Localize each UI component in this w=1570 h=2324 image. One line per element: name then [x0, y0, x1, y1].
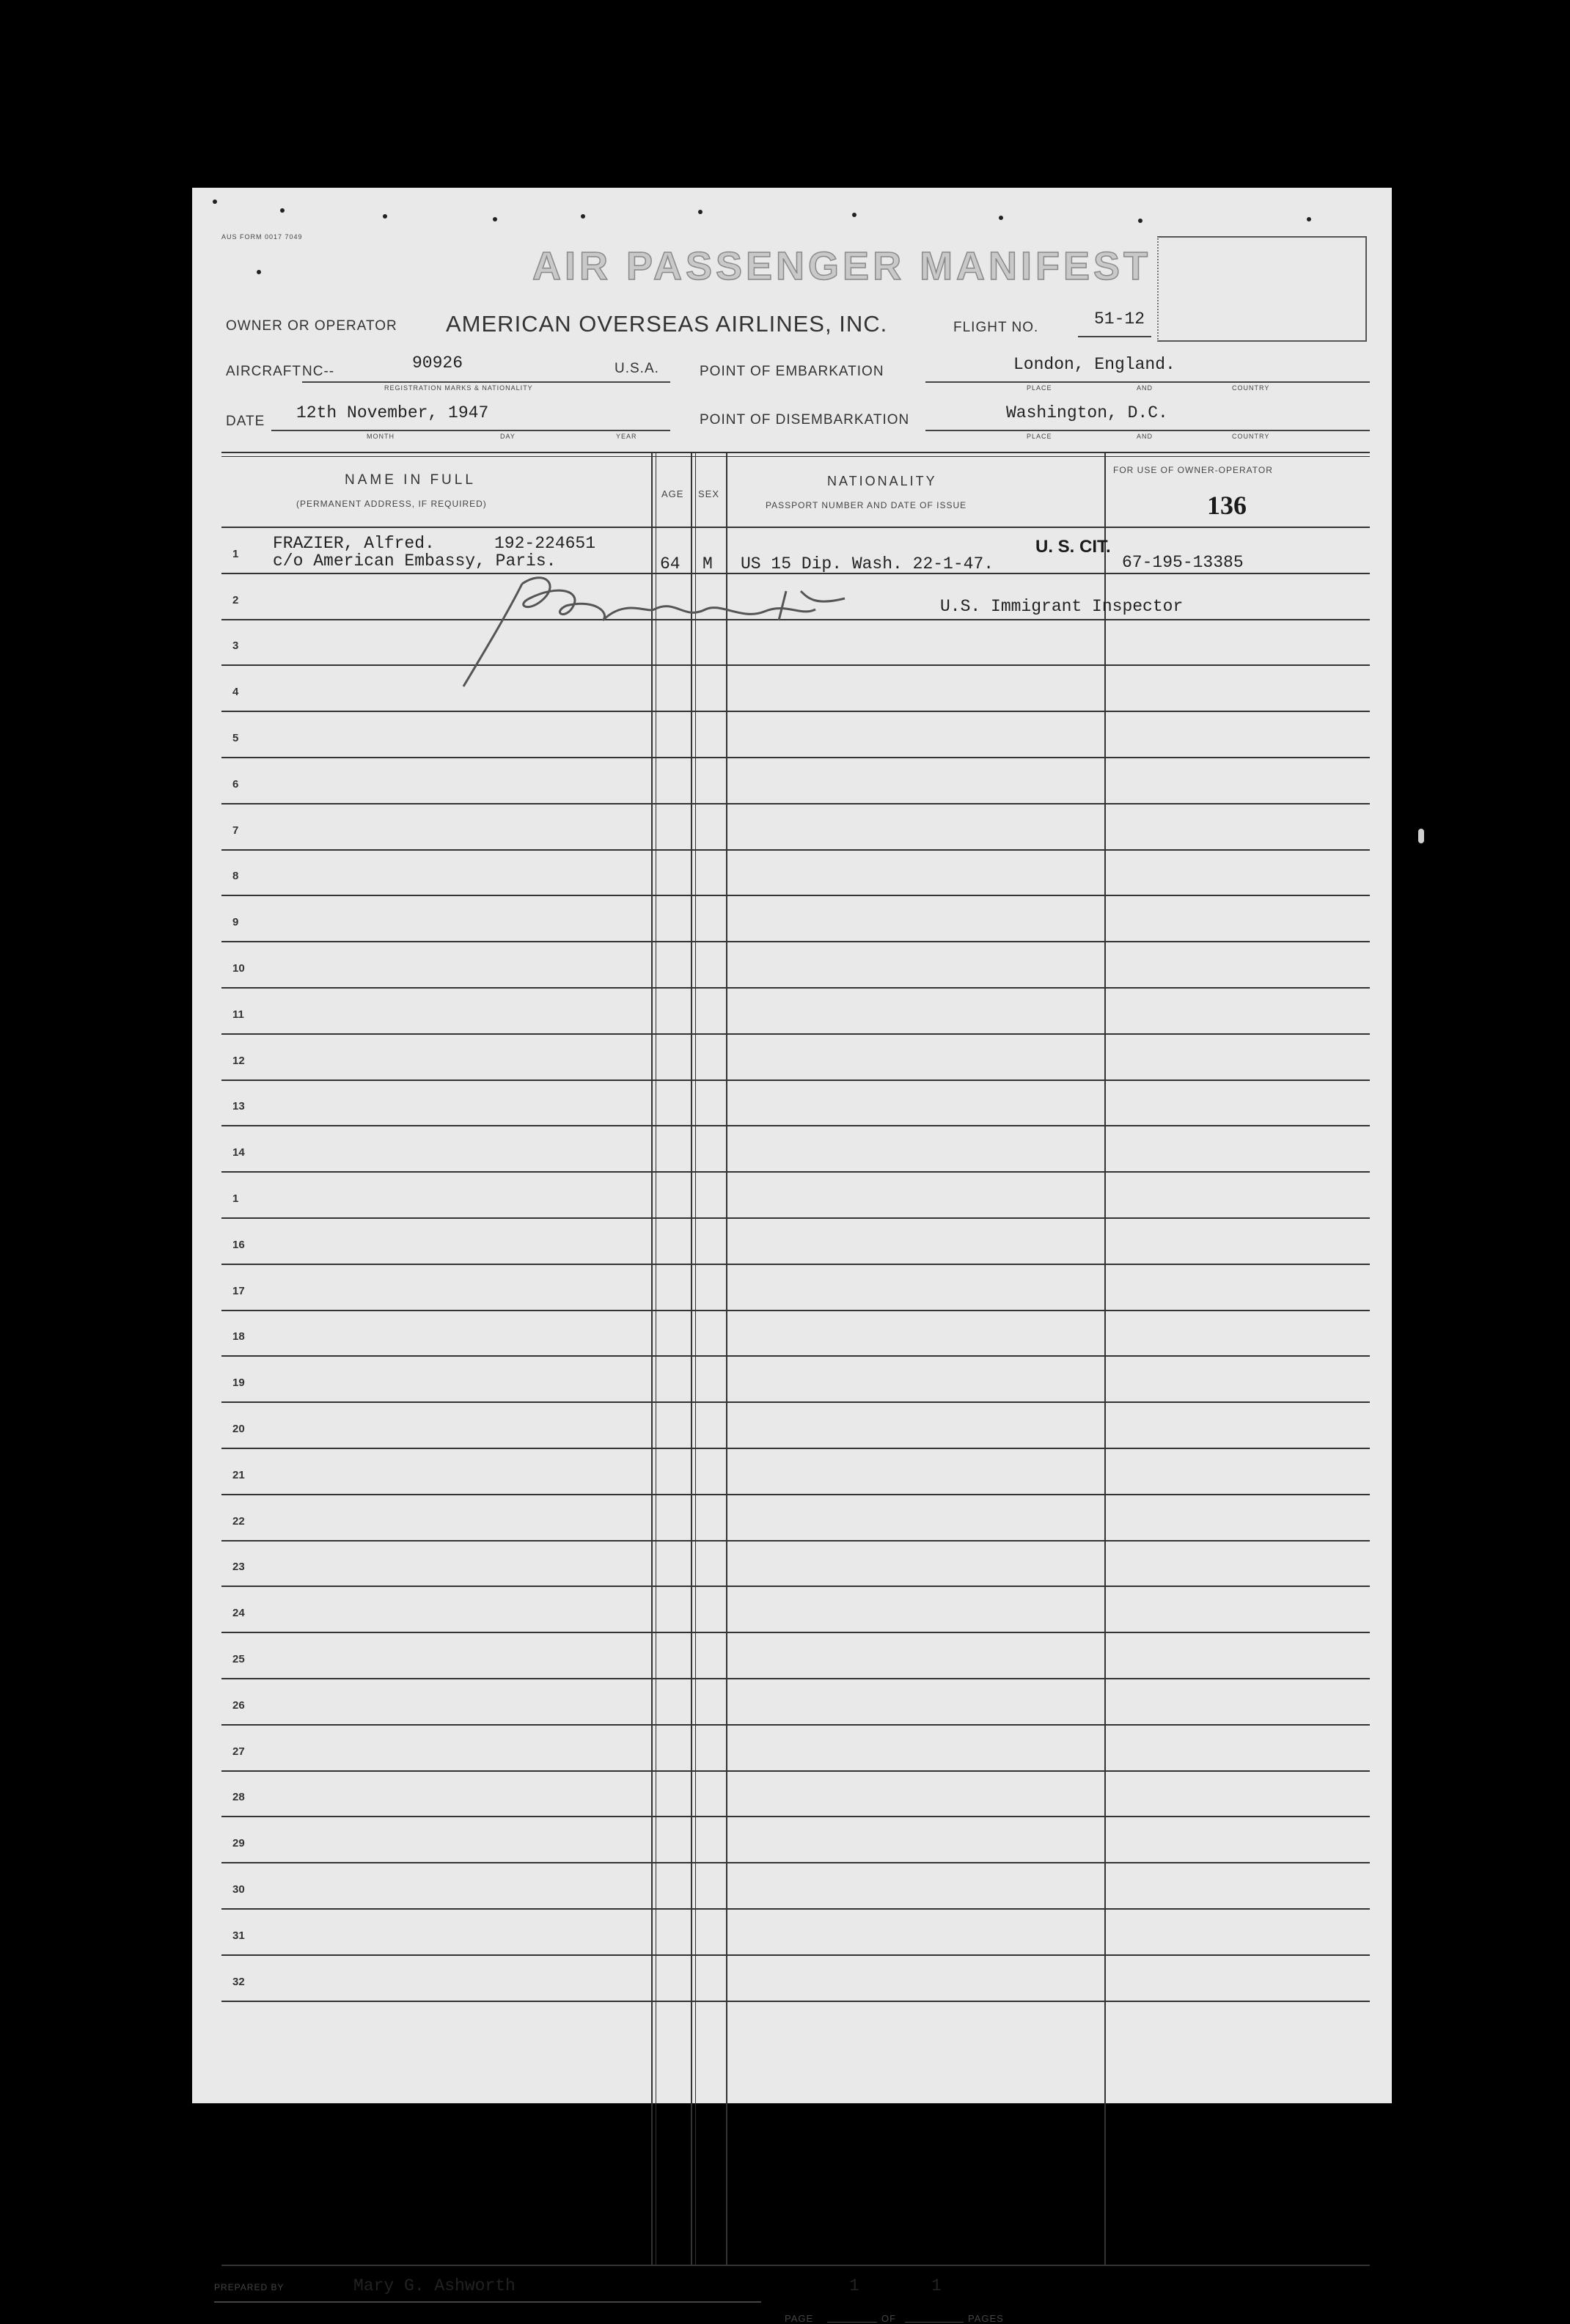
- table-row-line: [221, 2001, 1370, 2002]
- table-row-line: [221, 1586, 1370, 1587]
- disembarkation-label: POINT OF DISEMBARKATION: [700, 412, 910, 428]
- row-number: 17: [232, 1284, 245, 1297]
- table-row-line: [221, 803, 1370, 804]
- row-number: 14: [232, 1146, 245, 1159]
- row-number: 21: [232, 1468, 245, 1481]
- row-number: 5: [232, 732, 239, 744]
- header-bottom-rule: [221, 527, 1370, 528]
- of-underline: [905, 2322, 964, 2323]
- aircraft-caption: REGISTRATION MARKS & NATIONALITY: [384, 384, 533, 392]
- speck: [1138, 219, 1142, 223]
- page-total: 1: [931, 2276, 942, 2295]
- aircraft-prefix: NC--: [302, 364, 335, 379]
- row-number: 23: [232, 1561, 245, 1574]
- table-row-line: [221, 1862, 1370, 1863]
- prepared-by-value: Mary G. Ashworth: [353, 2276, 516, 2295]
- date-underline: [271, 430, 670, 431]
- manifest-sheet: [192, 188, 1392, 2324]
- embarkation-caption-country: COUNTRY: [1232, 384, 1270, 392]
- table-row-line: [221, 1125, 1370, 1126]
- disembarkation-caption-and: AND: [1137, 433, 1153, 440]
- table-row-line: [221, 1816, 1370, 1817]
- table-row-line: [221, 757, 1370, 758]
- row-number: 8: [232, 870, 239, 883]
- col-sex-header: SEX: [698, 488, 720, 499]
- aircraft-underline: [302, 381, 670, 383]
- col-divider-nationality: [726, 452, 727, 2265]
- table-row-line: [221, 1540, 1370, 1542]
- table-row-line: [221, 849, 1370, 851]
- col-owner-header: FOR USE OF OWNER-OPERATOR: [1113, 465, 1273, 475]
- page-underline: [827, 2322, 877, 2323]
- table-row-line: [221, 1632, 1370, 1633]
- table-row-line: [221, 1448, 1370, 1449]
- table-row-line: [221, 1401, 1370, 1403]
- row-number: 32: [232, 1975, 245, 1988]
- row-number: 6: [232, 777, 239, 791]
- embarkation-caption-and: AND: [1137, 384, 1153, 392]
- corner-box: [1157, 236, 1367, 342]
- row-number: 10: [232, 962, 245, 975]
- table-row-line: [221, 1171, 1370, 1173]
- table-row-line: [221, 1770, 1370, 1772]
- row-number: 31: [232, 1929, 245, 1942]
- margin-speck: [1418, 829, 1424, 843]
- row-number: 16: [232, 1238, 245, 1251]
- col-divider-owner: [1104, 452, 1106, 2265]
- row-number: 3: [232, 639, 239, 653]
- passenger-citizenship-stamp: U. S. CIT.: [1035, 537, 1111, 557]
- row-number: 26: [232, 1698, 245, 1712]
- embarkation-value: London, England.: [1013, 355, 1175, 374]
- table-row-line: [221, 1079, 1370, 1081]
- flight-underline: [1078, 336, 1151, 337]
- col-name-header: NAME IN FULL: [345, 472, 476, 488]
- row-number: 4: [232, 686, 239, 699]
- passenger-age: 64: [660, 554, 681, 573]
- owner-use-number: 136: [1207, 491, 1247, 520]
- speck: [280, 208, 285, 213]
- col-name-subheader: (PERMANENT ADDRESS, IF REQUIRED): [296, 499, 487, 509]
- table-row-line: [221, 1908, 1370, 1910]
- table-top-rule-2: [221, 456, 1370, 457]
- row-number: 24: [232, 1607, 245, 1620]
- row-number: 1: [232, 547, 239, 560]
- passenger-id: 192-224651: [494, 534, 596, 553]
- table-row-line: [221, 1264, 1370, 1265]
- inspector-note: U.S. Immigrant Inspector: [940, 597, 1184, 616]
- col-divider-sex-2: [695, 452, 696, 2265]
- passenger-name: FRAZIER, Alfred.: [273, 534, 435, 553]
- prepared-by-label: PREPARED BY: [214, 2282, 285, 2292]
- owner-label: OWNER OR OPERATOR: [226, 318, 397, 334]
- table-row-line: [221, 1954, 1370, 1956]
- table-row-line: [221, 987, 1370, 989]
- date-value: 12th November, 1947: [296, 403, 489, 422]
- passenger-address: c/o American Embassy, Paris.: [273, 551, 557, 571]
- row-number: 25: [232, 1653, 245, 1665]
- speck: [493, 217, 497, 221]
- passenger-owner-ref: 67-195-13385: [1122, 553, 1244, 572]
- table-row-line: [221, 1310, 1370, 1311]
- table-row-line: [221, 1355, 1370, 1357]
- col-age-header: AGE: [661, 488, 684, 499]
- form-code: AUS FORM 0017 7049: [221, 233, 303, 241]
- flight-label: FLIGHT NO.: [953, 320, 1039, 335]
- speck: [852, 213, 856, 217]
- disembarkation-value: Washington, D.C.: [1006, 403, 1168, 422]
- table-row-line: [221, 711, 1370, 712]
- disembarkation-underline: [925, 430, 1370, 431]
- row-number: 2: [232, 593, 239, 606]
- row-number: 22: [232, 1514, 245, 1528]
- page-number: 1: [849, 2276, 859, 2295]
- passenger-sex: M: [703, 554, 713, 573]
- embarkation-caption-place: PLACE: [1027, 384, 1052, 392]
- date-caption-year: YEAR: [616, 433, 637, 440]
- date-caption-day: DAY: [500, 433, 516, 440]
- form-title: AIR PASSENGER MANIFEST: [532, 244, 1152, 288]
- table-row-line: [221, 1217, 1370, 1219]
- passenger-passport: US 15 Dip. Wash. 22-1-47.: [741, 554, 994, 573]
- table-bottom-rule: [221, 2265, 1370, 2266]
- owner-value: AMERICAN OVERSEAS AIRLINES, INC.: [446, 311, 888, 337]
- col-divider-sex: [691, 452, 692, 2265]
- pages-label: PAGES: [968, 2313, 1004, 2324]
- embarkation-underline: [925, 381, 1370, 383]
- row-number: 13: [232, 1100, 245, 1113]
- aircraft-number: 90926: [412, 353, 463, 373]
- row-number: 7: [232, 824, 239, 837]
- speck: [999, 216, 1003, 220]
- prepared-by-underline: [214, 2301, 761, 2303]
- table-row-line: [221, 1033, 1370, 1035]
- speck: [698, 210, 703, 214]
- col-nationality-header: NATIONALITY: [827, 474, 937, 488]
- row-number: 11: [232, 1008, 244, 1021]
- speck: [1307, 217, 1311, 221]
- of-label: OF: [881, 2313, 897, 2324]
- table-row-line: [221, 895, 1370, 896]
- speck: [383, 214, 387, 219]
- flight-value: 51-12: [1094, 309, 1145, 329]
- table-row-line: [221, 941, 1370, 942]
- col-divider-age: [651, 452, 653, 2265]
- row-number: 12: [232, 1054, 245, 1067]
- aircraft-label: AIRCRAFT: [226, 364, 301, 379]
- page-label: PAGE: [785, 2313, 814, 2324]
- table-row-line: [221, 1678, 1370, 1679]
- table-row-line: [221, 1494, 1370, 1495]
- inspector-signature: [434, 569, 903, 701]
- row-number: 27: [232, 1745, 245, 1758]
- row-number: 18: [232, 1330, 245, 1344]
- speck: [581, 214, 585, 219]
- row-number: 30: [232, 1883, 245, 1896]
- col-nationality-subheader: PASSPORT NUMBER AND DATE OF ISSUE: [766, 500, 967, 510]
- date-caption-month: MONTH: [367, 433, 395, 440]
- table-row-line: [221, 1724, 1370, 1726]
- disembarkation-caption-place: PLACE: [1027, 433, 1052, 440]
- row-number: 29: [232, 1837, 245, 1850]
- date-label: DATE: [226, 414, 265, 429]
- table-top-rule: [221, 452, 1370, 453]
- embarkation-label: POINT OF EMBARKATION: [700, 364, 884, 379]
- row-number: 28: [232, 1791, 245, 1804]
- speck: [213, 199, 217, 204]
- row-number: 20: [232, 1423, 245, 1435]
- row-number: 1: [232, 1192, 239, 1205]
- aircraft-nationality: U.S.A.: [615, 361, 659, 376]
- row-number: 9: [232, 916, 239, 929]
- row-number: 19: [232, 1377, 245, 1390]
- disembarkation-caption-country: COUNTRY: [1232, 433, 1270, 440]
- speck: [257, 270, 261, 274]
